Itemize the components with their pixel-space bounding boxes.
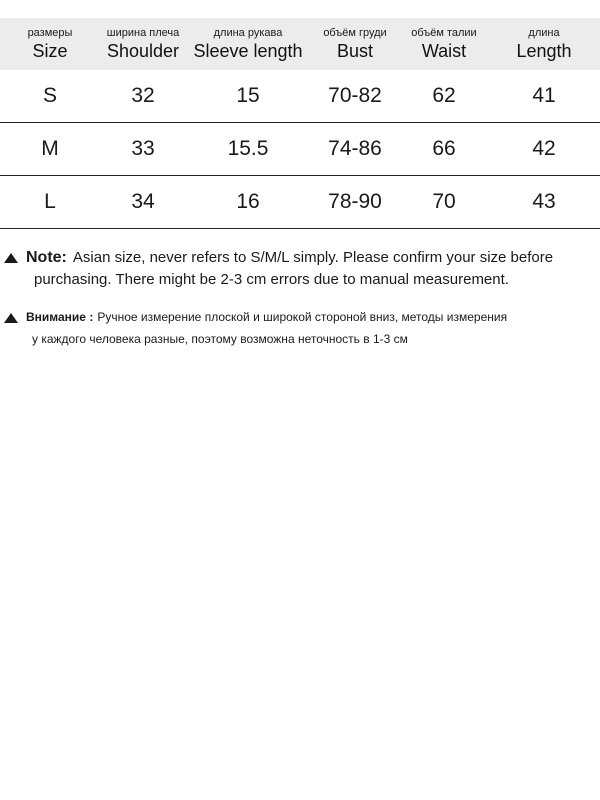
cell-length: 42	[532, 137, 556, 160]
cell-length: 43	[532, 190, 556, 213]
cell-bust: 70-82	[328, 84, 382, 107]
header-length-ru: длина	[528, 26, 560, 39]
header-bust-ru: объём груди	[323, 26, 387, 39]
note-russian-line1	[4, 306, 507, 328]
header-length-en: Length	[516, 40, 572, 61]
cell-bust: 74-86	[328, 137, 382, 160]
header-sleeve-length-ru: длина рукава	[213, 26, 283, 39]
note-english-line1	[4, 247, 553, 269]
note-russian-label: Внимание :	[26, 310, 94, 324]
cell-bust: 78-90	[328, 190, 382, 213]
header-bust	[310, 18, 400, 70]
note-english-label: Note:	[26, 249, 67, 266]
header-size	[0, 18, 100, 70]
note-english-text2: purchasing. There might be 2-3 cm errors due to manual measurement.	[34, 271, 509, 288]
header-bust-en: Bust	[336, 40, 374, 61]
cell-size: L	[44, 190, 56, 213]
note-english	[4, 247, 553, 291]
header-size-ru: размеры	[27, 26, 73, 39]
header-waist-en: Waist	[421, 40, 467, 61]
header-size-en: Size	[32, 40, 68, 61]
note-english-text1: Asian size, never refers to S/M/L simply. Please confirm your size before	[72, 249, 554, 266]
table-header-row	[0, 18, 600, 70]
note-russian-text2: у каждого человека разные, поэтому возможна неточность в 1-3 см	[32, 332, 408, 346]
cell-size: S	[42, 84, 57, 107]
header-sleeve-length	[186, 18, 310, 70]
cell-shoulder: 33	[131, 137, 155, 160]
cell-shoulder: 34	[131, 190, 155, 213]
table-row	[0, 176, 600, 229]
cell-length: 41	[532, 84, 556, 107]
note-russian-text1: Ручное измерение плоской и широкой стороной вниз, методы измерения	[97, 310, 508, 324]
table-row	[0, 70, 600, 123]
triangle-up-icon	[4, 313, 18, 323]
cell-sleeve-length: 15.5	[227, 137, 269, 160]
header-shoulder-en: Shoulder	[106, 40, 180, 61]
cell-waist: 66	[432, 137, 456, 160]
header-waist-ru: объём талии	[411, 26, 477, 39]
size-chart-table	[0, 18, 600, 229]
cell-shoulder: 32	[131, 84, 155, 107]
note-russian	[4, 306, 507, 350]
header-waist	[400, 18, 488, 70]
cell-waist: 70	[432, 190, 456, 213]
header-shoulder-ru: ширина плеча	[106, 26, 180, 39]
header-shoulder	[100, 18, 186, 70]
cell-sleeve-length: 15	[236, 84, 260, 107]
cell-size: M	[41, 137, 59, 160]
header-sleeve-length-en: Sleeve length	[193, 40, 303, 61]
table-row	[0, 123, 600, 176]
triangle-up-icon	[4, 253, 18, 263]
header-length	[488, 18, 600, 70]
cell-waist: 62	[432, 84, 456, 107]
cell-sleeve-length: 16	[236, 190, 260, 213]
